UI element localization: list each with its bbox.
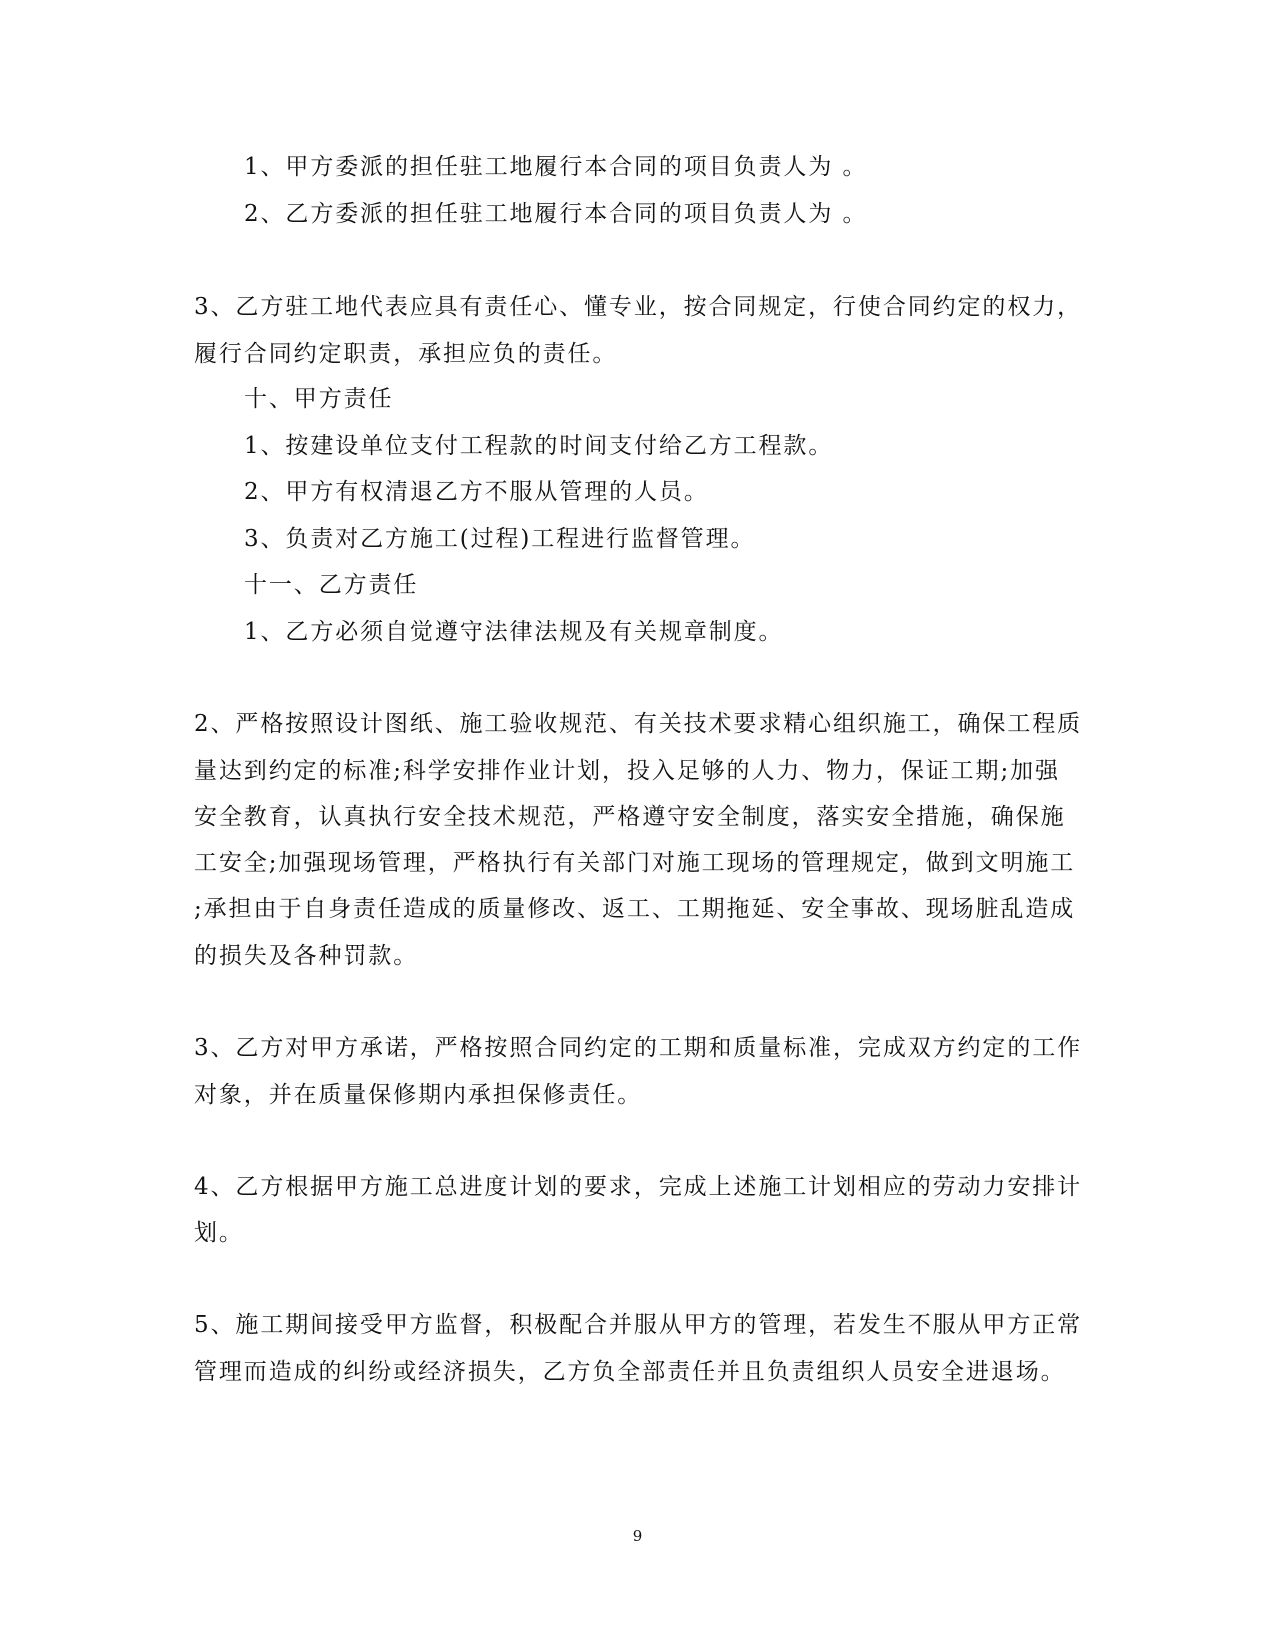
section-heading: 十一、乙方责任 [244,572,419,598]
text-line: 3、乙方对甲方承诺，严格按照合同约定的工期和质量标准，完成双方约定的工作 [194,1035,1083,1061]
text-line: 4、乙方根据甲方施工总进度计划的要求，完成上述施工计划相应的劳动力安排计 [194,1174,1083,1200]
text-line: 3、负责对乙方施工(过程)工程进行监督管理。 [244,526,756,552]
text-line: 量达到约定的标准;科学安排作业计划，投入足够的人力、物力，保证工期;加强 [194,758,1060,784]
section-heading: 十、甲方责任 [244,386,394,412]
text-line: 1、甲方委派的担任驻工地履行本合同的项目负责人为 。 [244,154,868,180]
text-line: 1、乙方必须自觉遵守法律法规及有关规章制度。 [244,619,784,645]
text-line: 2、甲方有权清退乙方不服从管理的人员。 [244,479,709,505]
text-line: 5、施工期间接受甲方监督，积极配合并服从甲方的管理，若发生不服从甲方正常 [194,1312,1083,1338]
text-line: 安全教育，认真执行安全技术规范，严格遵守安全制度，落实安全措施，确保施 [194,804,1066,830]
text-line: 2、乙方委派的担任驻工地履行本合同的项目负责人为 。 [244,201,868,227]
text-line: 划。 [194,1220,244,1246]
text-line: 履行合同约定职责，承担应负的责任。 [194,341,618,367]
text-line: 3、乙方驻工地代表应具有责任心、懂专业，按合同规定，行使合同约定的权力， [194,294,1083,320]
text-line: 2、严格按照设计图纸、施工验收规范、有关技术要求精心组织施工，确保工程质 [194,711,1083,737]
text-line: 管理而造成的纠纷或经济损失，乙方负全部责任并且负责组织人员安全进退场。 [194,1359,1066,1385]
text-line: 工安全;加强现场管理，严格执行有关部门对施工现场的管理规定，做到文明施工 [194,850,1076,876]
text-line: 对象，并在质量保修期内承担保修责任。 [194,1082,643,1108]
text-line: 的损失及各种罚款。 [194,943,419,969]
text-line: ;承担由于自身责任造成的质量修改、返工、工期拖延、安全事故、现场脏乱造成 [194,896,1076,922]
page-number: 9 [632,1527,643,1545]
text-line: 1、按建设单位支付工程款的时间支付给乙方工程款。 [244,433,834,459]
